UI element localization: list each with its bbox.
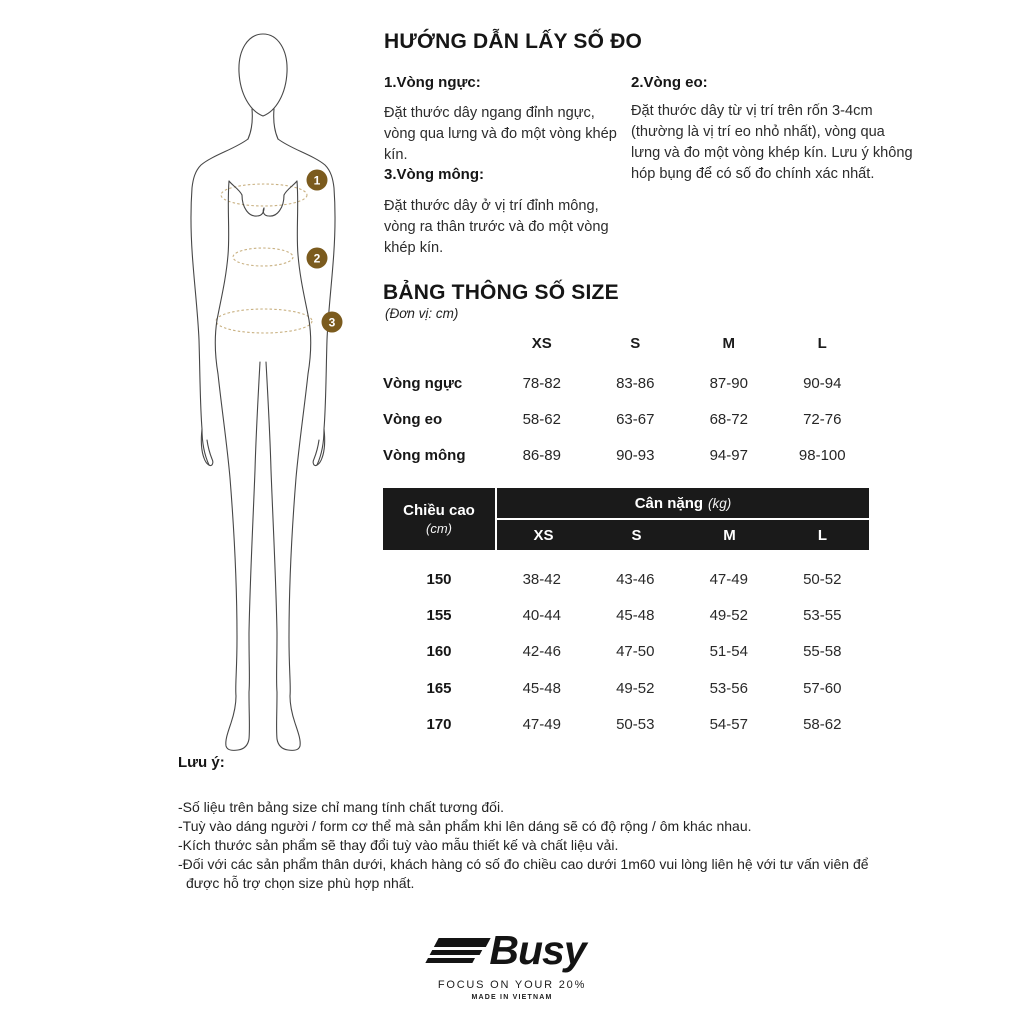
weight-table-body	[383, 561, 869, 743]
w155-l: 53-55	[803, 607, 842, 625]
weight-col-s: S	[631, 526, 642, 544]
w170-xs: 47-49	[522, 716, 561, 734]
waist-xs: 58-62	[522, 410, 561, 428]
size-col-l: L	[817, 334, 827, 352]
footer	[0, 927, 1024, 1001]
brand-slogan: FOCUS ON YOUR 20%	[437, 979, 587, 991]
w170-l: 58-62	[803, 716, 842, 734]
brand-name: Busy	[489, 927, 586, 973]
marker-3-number: 3	[328, 315, 336, 330]
weight-col-m: M	[723, 526, 736, 544]
hip-m: 94-97	[709, 446, 748, 464]
note-item: -Đối với các sản phẩm thân dưới, khách hàng có số đo chiều cao dưới 1m60 vui lòng liên hệ với tư vấn viên để được hỗ trợ chọn size phù hợp nhất.	[178, 856, 869, 891]
row-label-chest: Vòng ngực	[383, 374, 463, 392]
row-label-hip: Vòng mông	[383, 446, 466, 464]
height-155: 155	[426, 607, 452, 625]
w155-xs: 40-44	[522, 607, 561, 625]
w170-m: 54-57	[709, 716, 748, 734]
w160-l: 55-58	[803, 643, 842, 661]
notes-list	[178, 798, 890, 893]
instruction-body-waist: Đặt thước dây từ vị trí trên rốn 3-4cm (thường là vị trí eo nhỏ nhất), vòng qua lưng và đo một vòng khép kín. Lưu ý không hóp bụng để có số đo chính xác nhất.	[631, 103, 913, 182]
weight-span-unit: (kg)	[708, 495, 732, 511]
height-170: 170	[426, 716, 452, 734]
made-in-label: MADE IN VIETNAM	[471, 994, 553, 1001]
chest-s: 83-86	[616, 374, 655, 392]
body-outline	[191, 34, 335, 750]
w165-s: 49-52	[616, 679, 655, 697]
w155-m: 49-52	[709, 607, 748, 625]
size-col-m: M	[722, 334, 735, 352]
w170-s: 50-53	[616, 716, 655, 734]
size-table	[383, 329, 869, 473]
w165-l: 57-60	[803, 679, 842, 697]
note-item: -Kích thước sản phẩm sẽ thay đổi tuỳ vào mẫu thiết kế và chất liệu vải.	[178, 837, 619, 853]
body-figure	[185, 26, 355, 756]
w160-xs: 42-46	[522, 643, 561, 661]
marker-1-number: 1	[313, 173, 321, 188]
w165-m: 53-56	[709, 679, 748, 697]
w150-m: 47-49	[709, 570, 748, 588]
hip-xs: 86-89	[522, 446, 561, 464]
weight-size-columns	[497, 520, 869, 550]
w165-xs: 45-48	[522, 679, 561, 697]
chest-xs: 78-82	[522, 374, 561, 392]
size-table-title: BẢNG THÔNG SỐ SIZE	[383, 281, 619, 304]
w155-s: 45-48	[616, 607, 655, 625]
height-150: 150	[426, 570, 452, 588]
weight-header-right	[497, 488, 869, 550]
notes-section	[178, 754, 890, 893]
weight-col-xs: XS	[533, 526, 554, 544]
w160-s: 47-50	[616, 643, 655, 661]
instruction-heading-chest: 1.Vòng ngực:	[384, 74, 481, 91]
size-col-xs: XS	[531, 334, 552, 352]
weight-span-title: Cân nặng	[634, 494, 704, 512]
waist-m: 68-72	[709, 410, 748, 428]
instruction-heading-waist: 2.Vòng eo:	[631, 74, 708, 91]
note-item: -Tuỳ vào dáng người / form cơ thể mà sản phẩm khi lên dáng sẽ có độ rộng / ôm khác nhau.	[178, 818, 752, 834]
instruction-body-hip: Đặt thước dây ở vị trí đỉnh mông, vòng ra thân trước và đo một vòng khép kín.	[384, 198, 609, 256]
note-item: -Số liệu trên bảng size chỉ mang tính chất tương đối.	[178, 799, 504, 815]
w150-xs: 38-42	[522, 570, 561, 588]
marker-2-number: 2	[313, 251, 321, 266]
chest-measure-line	[221, 184, 307, 206]
page-title: HƯỚNG DẪN LẤY SỐ ĐO	[384, 30, 643, 53]
size-table-unit-note: (Đơn vị: cm)	[385, 306, 459, 321]
measure-markers	[307, 170, 343, 333]
height-160: 160	[426, 643, 452, 661]
height-corner-cell	[383, 488, 495, 550]
hip-l: 98-100	[798, 446, 846, 464]
waist-s: 63-67	[616, 410, 655, 428]
height-corner-unit: (cm)	[426, 521, 452, 536]
height-corner-title: Chiều cao	[403, 502, 475, 519]
hip-measure-line	[216, 309, 312, 333]
w150-l: 50-52	[803, 570, 842, 588]
row-label-waist: Vòng eo	[383, 410, 443, 428]
height-165: 165	[426, 679, 452, 697]
chest-m: 87-90	[709, 374, 748, 392]
instruction-body-chest: Đặt thước dây ngang đỉnh ngực, vòng qua lưng và đo một vòng khép kín.	[384, 105, 617, 163]
waist-measure-line	[233, 248, 293, 266]
w150-s: 43-46	[616, 570, 655, 588]
size-table-corner	[383, 329, 495, 357]
chest-l: 90-94	[803, 374, 842, 392]
hip-s: 90-93	[616, 446, 655, 464]
w160-m: 51-54	[709, 643, 748, 661]
weight-col-l: L	[817, 526, 828, 544]
busy-logo	[432, 927, 591, 973]
instruction-heading-hip: 3.Vòng mông:	[384, 166, 484, 183]
weight-span-cell	[497, 488, 869, 518]
logo-stripes-icon	[426, 938, 491, 963]
notes-heading: Lưu ý:	[178, 754, 225, 771]
waist-l: 72-76	[803, 410, 842, 428]
weight-table-header	[383, 488, 869, 550]
size-col-s: S	[630, 334, 641, 352]
